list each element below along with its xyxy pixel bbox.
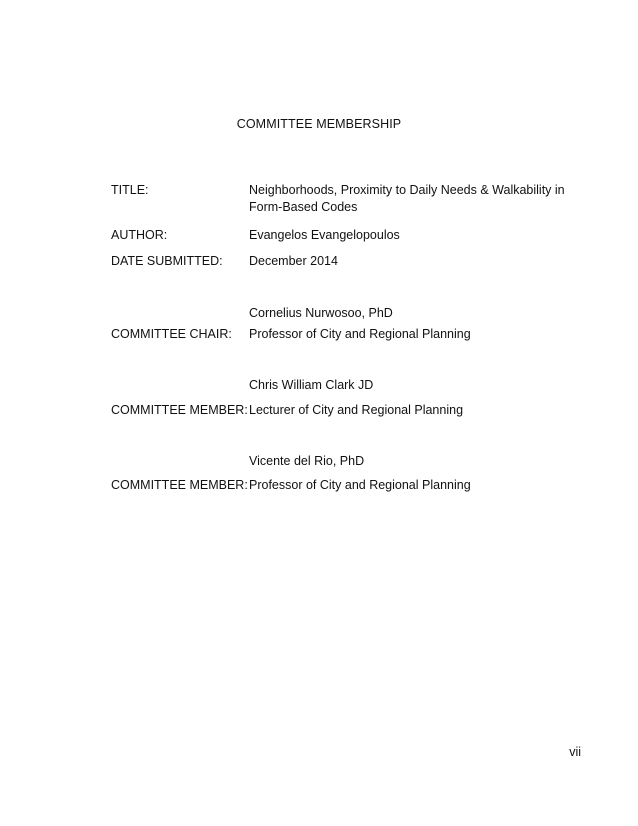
date-submitted-value: December 2014	[249, 254, 338, 268]
page-heading: COMMITTEE MEMBERSHIP	[236, 117, 402, 131]
author-label: AUTHOR:	[111, 228, 168, 242]
committee-member-2-label: COMMITTEE MEMBER:	[111, 478, 248, 492]
title-label: TITLE:	[111, 183, 149, 197]
committee-chair-title: Professor of City and Regional Planning	[249, 327, 471, 341]
committee-chair-label: COMMITTEE CHAIR:	[111, 327, 232, 341]
committee-member-1-title: Lecturer of City and Regional Planning	[249, 403, 464, 417]
title-line-2: Form-Based Codes	[249, 200, 358, 214]
committee-member-1-name: Chris William Clark JD	[249, 378, 374, 392]
committee-member-1-label: COMMITTEE MEMBER:	[111, 403, 248, 417]
date-submitted-label: DATE SUBMITTED:	[111, 254, 223, 268]
author-value: Evangelos Evangelopoulos	[249, 228, 400, 242]
committee-chair-name: Cornelius Nurwosoo, PhD	[249, 306, 393, 320]
title-value	[249, 182, 565, 216]
title-line-1: Neighborhoods, Proximity to Daily Needs & Walkability in	[249, 183, 565, 197]
committee-member-2-name: Vicente del Rio, PhD	[249, 454, 365, 468]
committee-member-2-title: Professor of City and Regional Planning	[249, 478, 471, 492]
page-number: vii	[569, 745, 581, 759]
